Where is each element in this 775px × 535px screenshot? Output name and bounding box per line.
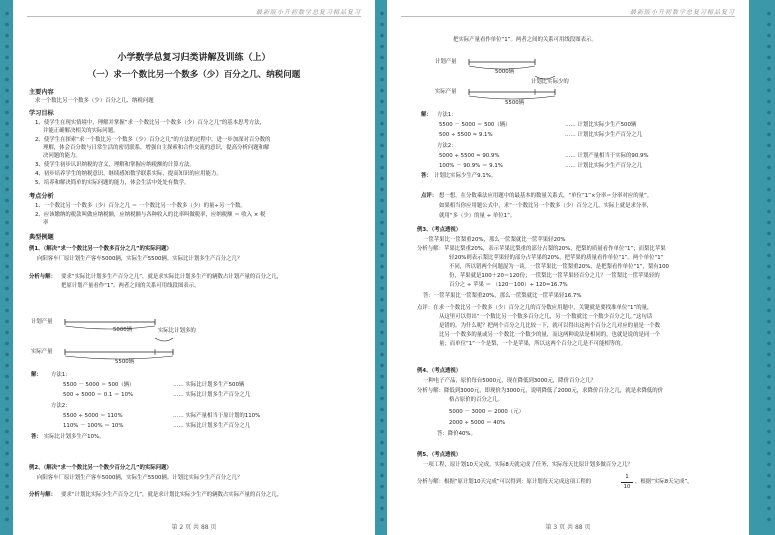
comment-line: 如果相当你应用题公式中，求“一个数比另一个数多（少）百分之几，实际上就是求分率， xyxy=(439,203,653,209)
solution-step: 5500 － 5000 ＝ 500（辆） xyxy=(63,382,135,388)
example3-answer: 答：一筐苹果比一筐梨重20%，那么一筐梨就比一筐苹果轻16.7% xyxy=(423,293,582,299)
solution-step: 方法2： xyxy=(437,143,457,149)
goal-line: 5、培养和解决简单的实际问题的能力，体会生活中处处有数学。 xyxy=(35,180,190,186)
example3-comment-line: 点评：在求一个数比另一个数多（少）百分之几的百分数应用题中，关键就是要找准单位“1”的量， xyxy=(417,305,653,311)
goal-line: 并能正确解决相关的实际问题。 xyxy=(43,128,119,134)
heading-learning-goals: 学习目标 xyxy=(29,110,54,117)
document-page-2 xyxy=(13,0,375,535)
analysis-line: 率 xyxy=(43,220,49,226)
goal-line: 2、使学生在探索“求一个数比另一个数多（少）百分之几”的方法的过程中，进一步加深对百分数的 xyxy=(35,137,271,143)
example4-line: 一种电子产品，原价每台5000元，现在降低到3000元，降价百分之几？ xyxy=(423,378,596,384)
solution-label: 解： xyxy=(421,112,432,118)
example3-line: 百分之 ÷ 苹果 ＝ （120－100）÷ 120≈16.7% xyxy=(449,282,568,288)
example5-analysis-cont: ，根据“实际8天完成”， xyxy=(635,479,693,485)
example3-comment-line: 量；而单位“1”一个是梨，一个是苹果，所以这两个百分之几是不可能相等的。 xyxy=(439,341,626,347)
heading-analysis: 考点分析 xyxy=(29,193,54,200)
example4-line: 分析与解：降低到3000元，即现价为3000元，说明降低了2000元，求降价百分之几，就是求降低的价 xyxy=(417,388,664,394)
example3-line: 分析与解：苹果比梨重20%，表示苹果比梨重的部分占梨的20%，把梨的质量看作单位“1”；而梨比苹果 xyxy=(417,246,666,252)
main-content-text: 求一个数比另一个数多（少）百分之几、纳税问题 xyxy=(35,98,154,104)
page-footer: 第 3 页 共 88 页 xyxy=(545,524,591,531)
diagram-plan-label: 计划产量 xyxy=(31,319,53,325)
page-title: 小学数学总复习归类讲解及训练（上） xyxy=(117,53,271,63)
answer-label: 答： xyxy=(421,173,432,179)
heading-main-content: 主要内容 xyxy=(29,89,54,96)
example3-line: 轻20%则表示梨比苹果轻的部分占苹果的20%，把苹果的质量看作单位“1”。两个单位“1” xyxy=(449,255,664,261)
example3-comment-line: 从这里可以得出“一个数比另一个数多百分之几，另一个数就比一个数少百分之几。”这句话 xyxy=(439,314,653,320)
example3-comment-line: 是错的。为什么呢？把两个百分之几比较一下，就可以得出这两个百分之几对应的量是一个数 xyxy=(439,323,661,329)
solution-label: 解： xyxy=(31,372,42,378)
header-rule xyxy=(27,16,361,17)
example3-title: 例3、（考点透视） xyxy=(417,227,462,233)
heading-examples: 典型例题 xyxy=(29,234,54,241)
solution-step: 方法1： xyxy=(51,372,71,378)
analysis-line: 2、应该缴纳的税款叫做应纳税额，应纳税额与各种收入的比率叫做税率，应纳税额 ＝ 收入 × 税 xyxy=(35,212,266,218)
solution-step: 100% － 90.9% ＝ 9.1% xyxy=(439,163,503,169)
example4-calc: 2000 ÷ 5000 ＝ 40% xyxy=(449,420,506,426)
answer-text: 实际比计划多生产10%。 xyxy=(44,434,105,440)
document-page-3 xyxy=(387,0,749,535)
answer-label: 答： xyxy=(31,434,42,440)
example2-question: 向阳客车厂原计划生产客车5000辆，实际生产5500辆。计划比实际少生产百分之几？ xyxy=(37,475,243,481)
solution-note: …… 计划比实际少生产百分之几 xyxy=(565,132,643,138)
goal-line: 决问题的能力。 xyxy=(43,153,81,159)
solution-note: …… 计划比实际少生产百分之几 xyxy=(565,163,643,169)
header-rule xyxy=(401,16,735,17)
example5-title: 例5、（考点透视） xyxy=(417,452,462,458)
example3-line: 不同，所以错两个问题混为一谈。一筐苹果比一筐梨重20%，是把梨看作单位“1”，梨有100 xyxy=(449,264,669,270)
solution-step: 方法1： xyxy=(437,112,457,118)
page-footer: 第 2 页 共 88 页 xyxy=(171,524,217,531)
diagram-plan-label: 计划产量 xyxy=(435,59,457,65)
diagram-actual-label: 实际产量 xyxy=(435,89,457,95)
binding-holes-middle xyxy=(379,8,385,527)
solution-step: 5500 － 5000 ＝ 500（辆） xyxy=(439,122,511,128)
diagram-difference-label: 实际比计划多的 xyxy=(158,328,196,334)
solution-step: 方法2： xyxy=(51,403,71,409)
page-header: 最新版小升初数学总复习精品复习 xyxy=(629,9,735,16)
example3-comment-line: 比另一个数多的量或另一个数比一个数少的量，而这两种说法是相同的，也就是说的是同一个 xyxy=(439,332,661,338)
solution-note: …… 计划比实际少生产500辆 xyxy=(565,122,637,128)
solution-note: …… 计划产量相当于实际的90.9% xyxy=(565,153,649,159)
example5-question: 一项工程，原计划10天完成，实际8天就完成了任务，实际每天比原计划多做百分之几？ xyxy=(423,462,633,468)
example1-analysis-line: 把原计划产量看作“1”。两者之间的关系可用线段图表示。 xyxy=(61,283,200,289)
solution-note: …… 实际比计划多生产500辆 xyxy=(173,382,245,388)
example4-calc: 5000 － 3000 ＝ 2000（元） xyxy=(449,409,524,415)
goal-line: 4、初步培养学生的纳税意识，继续感知数学联系实际，提高知识的应用能力。 xyxy=(35,171,222,177)
example2-analysis-line: 要求“计划比实际少生产百分之几”，就是求计划比实际少生产的辆数占实际产量的百分之几， xyxy=(61,492,283,498)
solution-step: 500 ÷ 5000 ＝ 0.1 ＝ 10% xyxy=(63,392,134,398)
line-segment-diagram xyxy=(387,52,637,112)
solution-note: …… 实际产量相当于原计划的110% xyxy=(173,413,261,419)
diagram-plan-quantity: 5000辆 xyxy=(113,327,133,333)
page-header: 最新版小升初数学总复习精品复习 xyxy=(255,9,361,16)
diagram-difference-label: 计划比实际少的 xyxy=(531,79,569,85)
analysis-line: 1、一个数比另一个数多（少）百分之几 ＝ 一个数比另一个数多（少）的量÷另一个数。 xyxy=(35,203,246,209)
example5-analysis: 分析与解：根据“原计划10天完成”可以得到：原计划每天完成这项工程的 xyxy=(417,479,592,485)
analysis-label: 分析与解： xyxy=(29,274,56,280)
solution-step: 110% － 100% ＝ 10% xyxy=(63,423,124,429)
fraction-numerator: 1 xyxy=(625,474,629,480)
section-heading: （一）求一个数比另一个数多（少）百分之几、纳税问题 xyxy=(87,70,301,80)
example3-line: 份，苹果就是100＋20＝120份；一筐梨比一筐苹果轻百分之几？一筐梨比一筐苹果轻的 xyxy=(449,273,660,279)
solution-note: …… 实际比计划多生产百分之几 xyxy=(173,392,251,398)
fraction-bar xyxy=(621,482,633,483)
line-segment-diagram xyxy=(13,310,243,370)
solution-step: 5500 ÷ 5000 ＝ 110% xyxy=(63,413,123,419)
solution-step: 5000 ÷ 5500 ≈ 90.9% xyxy=(439,153,500,159)
comment-line: 就用“多（少）的量 ÷ 单位1”。 xyxy=(439,213,516,219)
example4-line: 格占原价的百分之几。 xyxy=(449,397,503,403)
goal-line: 理解，体会百分数与日常生活的密切联系，增强自主探索和合作交流的意识，提高分析问题和解 xyxy=(43,145,270,151)
example2-title: 例2、（解决“求一个数比另一个数少百分之几”的实际问题） xyxy=(29,465,172,471)
example4-title: 例4、（考点透视） xyxy=(417,368,462,374)
diagram-actual-quantity: 5500辆 xyxy=(505,100,525,106)
diagram-plan-quantity: 5000辆 xyxy=(495,69,515,75)
binding-holes-right xyxy=(766,8,772,527)
comment-line: 想一想，在分数乘法应用题中的最基本的数量关系式，“单位“1”×分率＝分率对应的量”。 xyxy=(439,193,653,199)
continued-text: 把实际产量看作单位“1”。两者之间的关系可用线段图表示。 xyxy=(453,37,597,43)
example1-title: 例1、（解决“求一个数比另一个数多百分之几”的实际问题） xyxy=(29,246,172,252)
example3-line: 一筐苹果比一筐梨重20%，那么一筐梨就比一筐苹果轻20% xyxy=(423,237,566,243)
diagram-actual-quantity: 5500辆 xyxy=(115,359,135,365)
binding-holes-left xyxy=(4,8,10,527)
example1-analysis-line: 要求“实际比计划多生产百分之几”，就是求实际比计划多生产的辆数占计划产量的百分之几， xyxy=(61,274,283,280)
example1-question: 向阳客车厂原计划生产客车5000辆，实际生产5500辆。实际比计划多生产百分之几？ xyxy=(37,256,243,262)
answer-text: 计划比实际少生产9.1%。 xyxy=(434,173,497,179)
comment-label: 点评： xyxy=(421,193,438,199)
goal-line: 3、使学生初步认识纳税的含义，理解和掌握应纳税额的计算方法。 xyxy=(35,162,195,168)
solution-note: …… 实际比计划多生产百分之几 xyxy=(173,423,251,429)
solution-step: 500 ÷ 5500 ≈ 9.1% xyxy=(439,132,493,138)
analysis-label: 分析与解： xyxy=(29,492,56,498)
example4-answer: 答：降价40%。 xyxy=(437,431,476,437)
goal-line: 1、使学生在现实情境中，理解并掌握“求一个数比另一个数多（少）百分之几”的基本思考方法， xyxy=(35,120,266,126)
fraction-denominator: 10 xyxy=(623,484,631,490)
diagram-actual-label: 实际产量 xyxy=(31,349,53,355)
